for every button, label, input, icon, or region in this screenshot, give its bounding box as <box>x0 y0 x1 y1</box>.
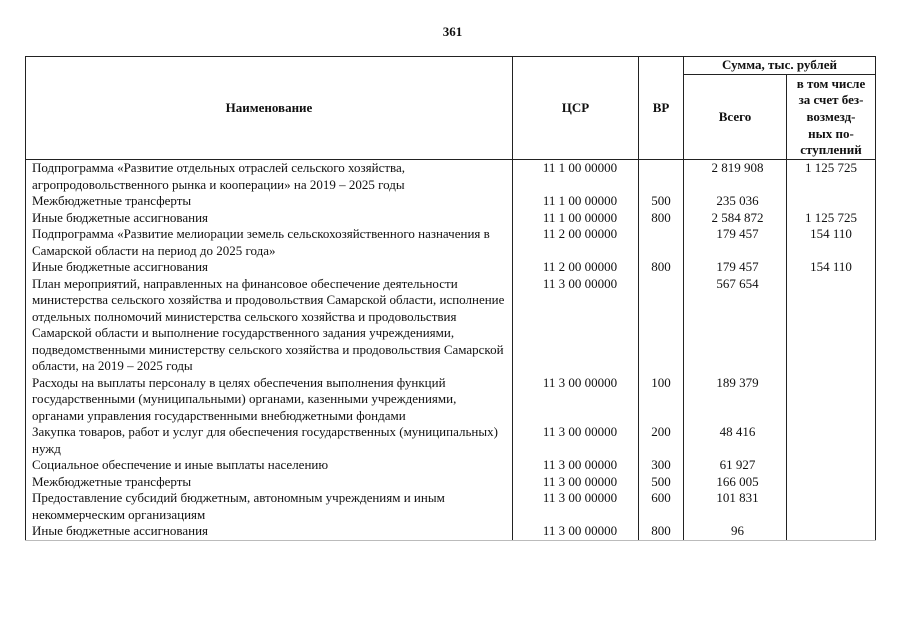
table-row <box>26 210 876 227</box>
row-name: Социальное обеспечение и иные выплаты населению <box>26 457 513 474</box>
table-row <box>26 276 876 375</box>
row-free <box>787 193 876 210</box>
row-name: Расходы на выплаты персоналу в целях обеспечения выполнения функций государственными (муниципальными) органами, казенными учреждениями, органами управления государственными внебюджетными фондами <box>26 375 513 425</box>
budget-table <box>25 56 876 541</box>
row-csr: 11 3 00 00000 <box>513 424 639 457</box>
table-row <box>26 424 876 457</box>
row-free: 1 125 725 <box>787 160 876 194</box>
row-free <box>787 276 876 375</box>
row-total: 567 654 <box>684 276 787 375</box>
header-incl-free-line: ных по- <box>808 125 854 141</box>
row-total: 2 819 908 <box>684 160 787 194</box>
row-vr <box>639 160 684 194</box>
table-row <box>26 259 876 276</box>
header-incl-free <box>787 74 876 160</box>
budget-table-frame <box>25 56 875 541</box>
row-total: 166 005 <box>684 474 787 491</box>
table-row <box>26 375 876 425</box>
row-vr: 600 <box>639 490 684 523</box>
row-csr: 11 2 00 00000 <box>513 226 639 259</box>
row-name: Подпрограмма «Развитие мелиорации земель сельскохозяйственного назначения в Самарской области на период до 2025 года» <box>26 226 513 259</box>
row-vr: 800 <box>639 523 684 540</box>
row-csr: 11 2 00 00000 <box>513 259 639 276</box>
header-sum-group: Сумма, тыс. рублей <box>684 57 876 75</box>
row-csr: 11 3 00 00000 <box>513 490 639 523</box>
row-csr: 11 1 00 00000 <box>513 160 639 194</box>
row-vr: 500 <box>639 193 684 210</box>
row-free <box>787 375 876 425</box>
row-csr: 11 1 00 00000 <box>513 210 639 227</box>
row-total: 179 457 <box>684 226 787 259</box>
row-total: 61 927 <box>684 457 787 474</box>
row-vr: 200 <box>639 424 684 457</box>
table-row <box>26 160 876 194</box>
row-name: Подпрограмма «Развитие отдельных отраслей сельского хозяйства, агропродовольственного рынка и кооперации» на 2019 – 2025 годы <box>26 160 513 194</box>
row-vr: 500 <box>639 474 684 491</box>
row-free: 154 110 <box>787 226 876 259</box>
row-vr: 800 <box>639 259 684 276</box>
header-incl-free-line: возмезд- <box>806 108 856 124</box>
row-vr <box>639 226 684 259</box>
row-csr: 11 3 00 00000 <box>513 276 639 375</box>
table-row <box>26 523 876 540</box>
row-name: Иные бюджетные ассигнования <box>26 259 513 276</box>
row-csr: 11 3 00 00000 <box>513 375 639 425</box>
row-free <box>787 474 876 491</box>
row-total: 48 416 <box>684 424 787 457</box>
header-vr: ВР <box>639 57 684 160</box>
row-total: 189 379 <box>684 375 787 425</box>
row-name: Закупка товаров, работ и услуг для обеспечения государственных (муниципальных) нужд <box>26 424 513 457</box>
row-free <box>787 424 876 457</box>
row-name: Межбюджетные трансферты <box>26 474 513 491</box>
header-incl-free-line: в том числе <box>796 75 866 91</box>
row-vr: 100 <box>639 375 684 425</box>
page-number: 361 <box>442 24 463 39</box>
header-csr: ЦСР <box>513 57 639 160</box>
row-csr: 11 3 00 00000 <box>513 523 639 540</box>
row-total: 96 <box>684 523 787 540</box>
header-total: Всего <box>684 74 787 160</box>
table-row <box>26 457 876 474</box>
row-free <box>787 457 876 474</box>
table-row <box>26 226 876 259</box>
table-body <box>26 160 876 541</box>
row-csr: 11 1 00 00000 <box>513 193 639 210</box>
row-total: 2 584 872 <box>684 210 787 227</box>
row-vr <box>639 276 684 375</box>
row-total: 179 457 <box>684 259 787 276</box>
row-name: Иные бюджетные ассигнования <box>26 523 513 540</box>
row-total: 101 831 <box>684 490 787 523</box>
row-vr: 300 <box>639 457 684 474</box>
row-vr: 800 <box>639 210 684 227</box>
table-row <box>26 490 876 523</box>
row-name: Межбюджетные трансферты <box>26 193 513 210</box>
row-name: План мероприятий, направленных на финансовое обеспечение деятельности министерства сельского хозяйства и продовольствия Самарской области, исполнение отдельных полномочий министерства сельского хозяйства и продовольствия Самарской области и выполнение государственного задания учреждениями, подведомственными министерству сельского хозяйства и продовольствия Самарской области, на 2019 – 2025 годы <box>26 276 513 375</box>
row-total: 235 036 <box>684 193 787 210</box>
row-csr: 11 3 00 00000 <box>513 457 639 474</box>
row-free: 1 125 725 <box>787 210 876 227</box>
table-row <box>26 474 876 491</box>
row-name: Иные бюджетные ассигнования <box>26 210 513 227</box>
row-name: Предоставление субсидий бюджетным, автономным учреждениям и иным некоммерческим организациям <box>26 490 513 523</box>
row-free: 154 110 <box>787 259 876 276</box>
header-incl-free-line: ступлений <box>800 142 862 158</box>
row-free <box>787 523 876 540</box>
table-row <box>26 193 876 210</box>
table-header <box>26 57 876 160</box>
header-name: Наименование <box>26 57 513 160</box>
header-incl-free-line: за счет без- <box>798 92 864 108</box>
row-csr: 11 3 00 00000 <box>513 474 639 491</box>
row-free <box>787 490 876 523</box>
